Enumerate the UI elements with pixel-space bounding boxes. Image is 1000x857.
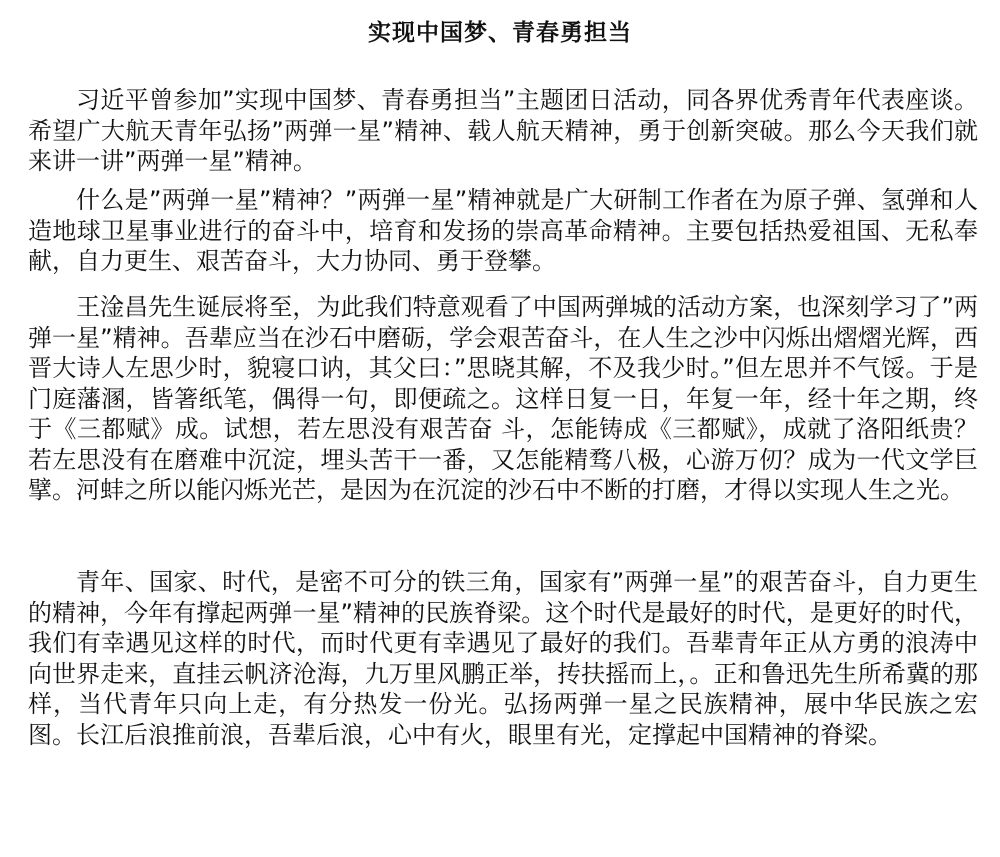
paragraph-zuosi-story: 王淦昌先生诞辰将至，为此我们特意观看了中国两弹城的活动方案，也深刻学习了”两弹一星”精神。吾辈应当在沙石中磨砺，学会艰苦奋斗，在人生之沙中闪烁出熠熠光辉，西晋大诗人左思少时，貌寝口讷，其父曰：”思晓其解，不及我少时。”但左思并不气馁。于是门庭藩溷，皆箸纸笔，偶得一句，即便疏之。这样日复一日，年复一年，经十年之期，终于《三都赋》成。试想，若左思没有艰苦奋 斗，怎能铸成《三都赋》，成就了洛阳纸贵？若左思没有在磨难中沉淀，埋头苦干一番，又怎能精骛八极，心游万仞？成为一代文学巨擘。河蚌之所以能闪烁光芒，是因为在沉淀的沙石中不断的打磨，才得以实现人生之光。 xyxy=(28,293,978,504)
paragraph-intro: 习近平曾参加”实现中国梦、青春勇担当”主题团日活动，同各界优秀青年代表座谈。希望广大航天青年弘扬”两弹一星”精神、载人航天精神，勇于创新突破。那么今天我们就来讲一讲”两弹一星”精神。 xyxy=(28,86,978,175)
paragraph-definition: 什么是”两弹一星”精神？”两弹一星”精神就是广大研制工作者在为原子弹、氢弹和人造地球卫星事业进行的奋斗中，培育和发扬的崇高革命精神。主要包括热爱祖国、无私奉献，自力更生、艰苦奋斗，大力协同、勇于登攀。 xyxy=(28,186,978,275)
paragraph-conclusion: 青年、国家、时代，是密不可分的铁三角，国家有”两弹一星”的艰苦奋斗，自力更生的精神，今年有撑起两弹一星”精神的民族脊梁。这个时代是最好的时代，是更好的时代，我们有幸遇见这样的时代，而时代更有幸遇见了最好的我们。吾辈青年正从方勇的浪涛中向世界走来，直挂云帆济沧海，九万里风鹏正举，抟扶摇而上，。正和鲁迅先生所希冀的那样，当代青年只向上走，有分热发一份光。弘扬两弹一星之民族精神，展中华民族之宏图。长江后浪推前浪，吾辈后浪，心中有火，眼里有光，定撑起中国精神的脊梁。 xyxy=(28,568,978,749)
document-title: 实现中国梦、青春勇担当 xyxy=(368,20,632,46)
